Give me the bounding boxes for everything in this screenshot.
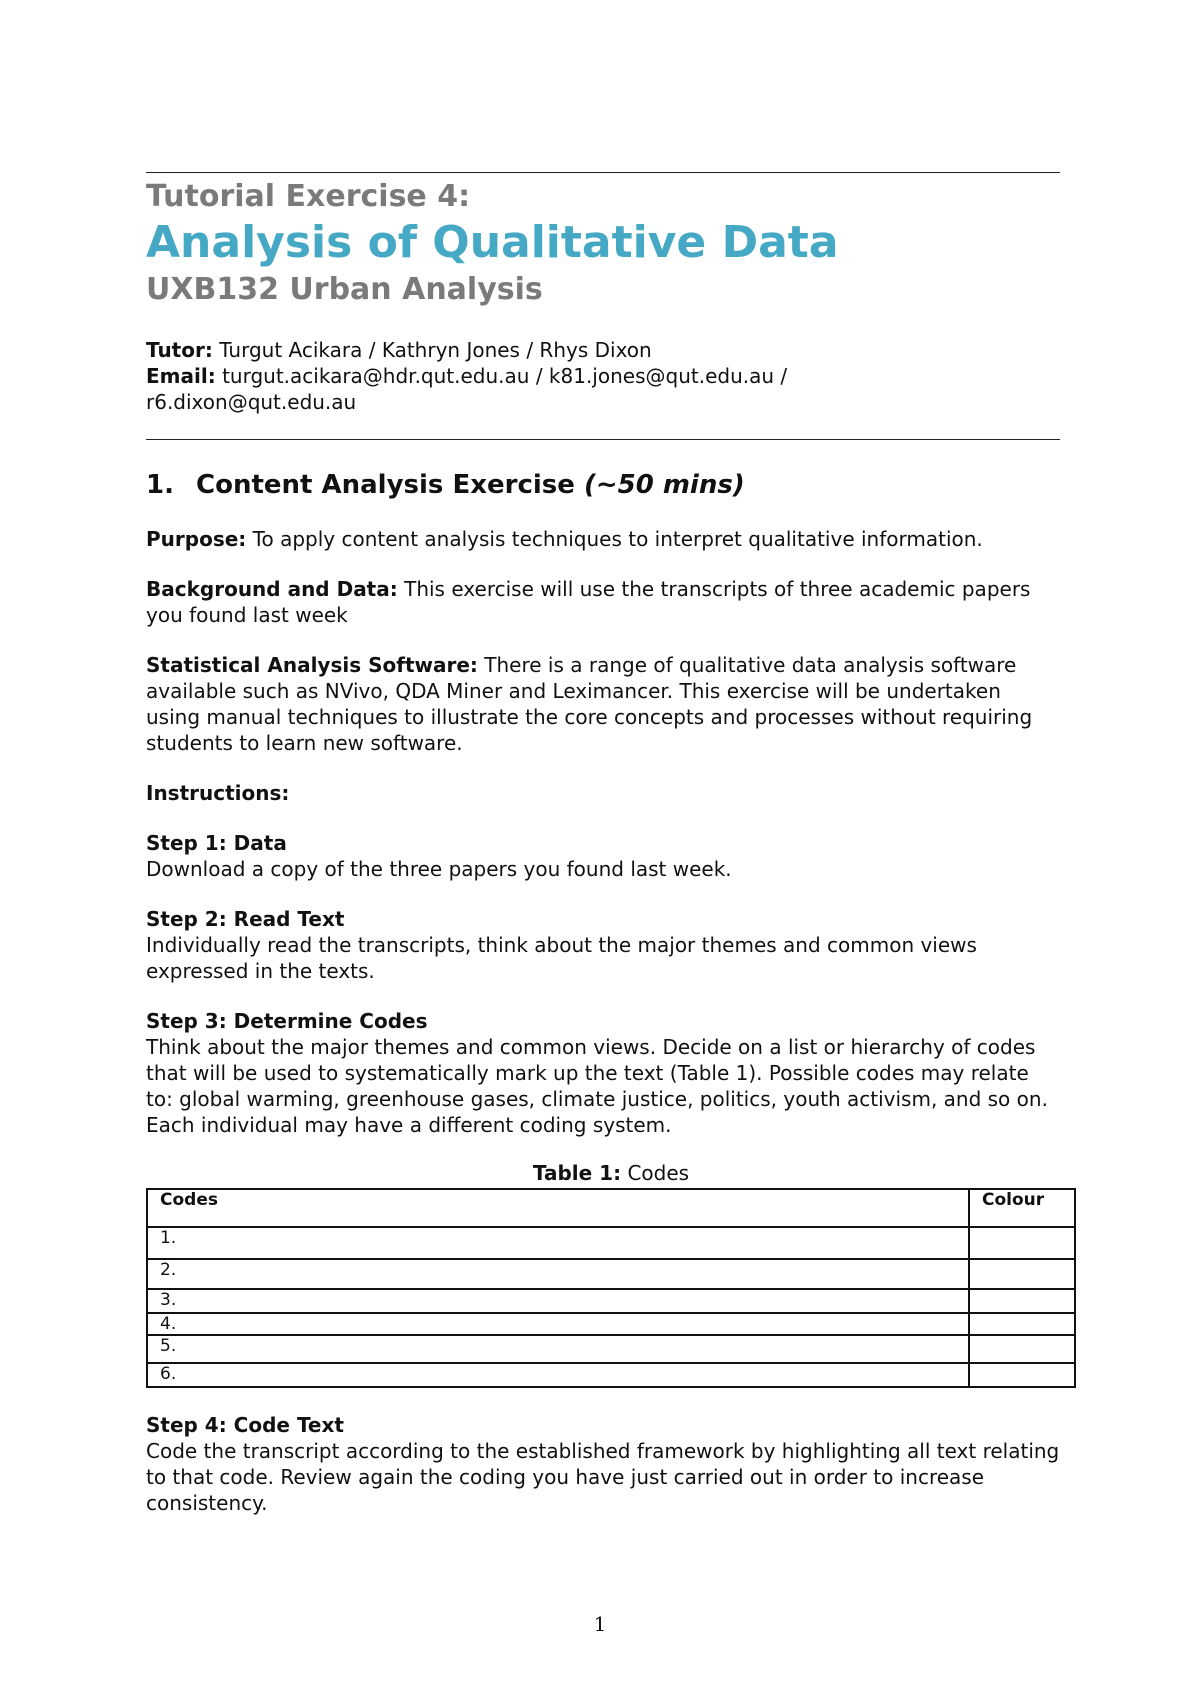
colour-cell: [969, 1227, 1075, 1259]
document-kicker: Tutorial Exercise 4:: [146, 179, 471, 214]
page-number: 1: [593, 1612, 607, 1636]
email-line: [146, 363, 1060, 389]
section-heading: [146, 468, 1060, 502]
step-1-text: Download a copy of the three papers you found last week.: [146, 857, 732, 881]
code-cell: 3.: [147, 1289, 969, 1313]
step-1-title: Step 1: Data: [146, 831, 287, 855]
table-1-caption-text: Codes: [621, 1161, 690, 1185]
instructions-label: Instructions:: [146, 781, 290, 805]
document-title: Analysis of Qualitative Data: [146, 217, 839, 268]
step-3-title: Step 3: Determine Codes: [146, 1009, 428, 1033]
colour-cell: [969, 1289, 1075, 1313]
table-1-caption: [146, 1160, 1076, 1186]
colour-cell: [969, 1259, 1075, 1289]
tutor-label: Tutor:: [146, 338, 213, 362]
colour-cell: [969, 1313, 1075, 1335]
code-cell: 6.: [147, 1363, 969, 1387]
code-cell: 2.: [147, 1259, 969, 1289]
code-cell: 5.: [147, 1335, 969, 1363]
background-text: This exercise will use the transcripts of three academic papers you found last week: [146, 577, 1031, 627]
colour-cell: [969, 1335, 1075, 1363]
code-cell: 1.: [147, 1227, 969, 1259]
tutor-line: [146, 337, 1060, 363]
section-title: Content Analysis Exercise: [196, 470, 584, 500]
purpose-text: To apply content analysis techniques to interpret qualitative information.: [246, 527, 983, 551]
section-rule: [146, 439, 1060, 440]
table-row: [147, 1289, 1075, 1313]
colour-column-header: Colour: [969, 1189, 1075, 1227]
step-4-text: Code the transcript according to the established framework by highlighting all text relating to that code. Review again the coding you have just carried out in order to increase consistency.: [146, 1439, 1060, 1515]
colour-cell: [969, 1363, 1075, 1387]
tutor-names: Turgut Acikara / Kathryn Jones / Rhys Dixon: [212, 338, 652, 362]
table-1-caption-label: Table 1:: [532, 1161, 622, 1185]
step-4-title: Step 4: Code Text: [146, 1413, 344, 1437]
software-text: There is a range of qualitative data analysis software available such as NVivo, QDA Miner and Leximancer. This exercise will be undertaken using manual techniques to illustrate the core concepts and processes without requiring students to learn new software.: [146, 653, 1033, 755]
purpose-paragraph: [146, 526, 1060, 552]
tutor-info: [146, 337, 1060, 415]
step-2-text: Individually read the transcripts, think about the major themes and common views expressed in the texts.: [146, 933, 977, 983]
email-addresses: turgut.acikara@hdr.qut.edu.au / k81.jones@qut.edu.au /: [215, 364, 788, 388]
table-row: [147, 1335, 1075, 1363]
step-2: [146, 906, 1060, 984]
document-subtitle: UXB132 Urban Analysis: [146, 272, 543, 307]
email-label: Email:: [146, 364, 216, 388]
instructions-heading: [146, 780, 1060, 806]
background-label: Background and Data:: [146, 577, 398, 601]
software-label: Statistical Analysis Software:: [146, 653, 478, 677]
purpose-label: Purpose:: [146, 527, 247, 551]
email-line-2: r6.dixon@qut.edu.au: [146, 390, 357, 414]
section-duration: (~50 mins): [583, 470, 745, 500]
table-row: [147, 1313, 1075, 1335]
document-page: [146, 172, 1060, 1516]
software-paragraph: [146, 652, 1060, 756]
step-2-title: Step 2: Read Text: [146, 907, 345, 931]
table-header-row: [147, 1189, 1075, 1227]
step-1: [146, 830, 1060, 882]
codes-column-header: Codes: [147, 1189, 969, 1227]
codes-table: [146, 1188, 1076, 1388]
step-3: [146, 1008, 1060, 1138]
code-cell: 4.: [147, 1313, 969, 1335]
table-row: [147, 1227, 1075, 1259]
step-4: [146, 1412, 1060, 1516]
section-number: 1.: [146, 470, 174, 500]
table-row: [147, 1363, 1075, 1387]
step-3-text: Think about the major themes and common views. Decide on a list or hierarchy of codes that will be used to systematically mark up the text (Table 1). Possible codes may relate to: global warming, greenhouse gases, climate justice, politics, youth activism, and so on. Each individual may have a different coding system.: [146, 1035, 1048, 1137]
background-paragraph: [146, 576, 1060, 628]
table-row: [147, 1259, 1075, 1289]
top-rule: [146, 172, 1060, 173]
